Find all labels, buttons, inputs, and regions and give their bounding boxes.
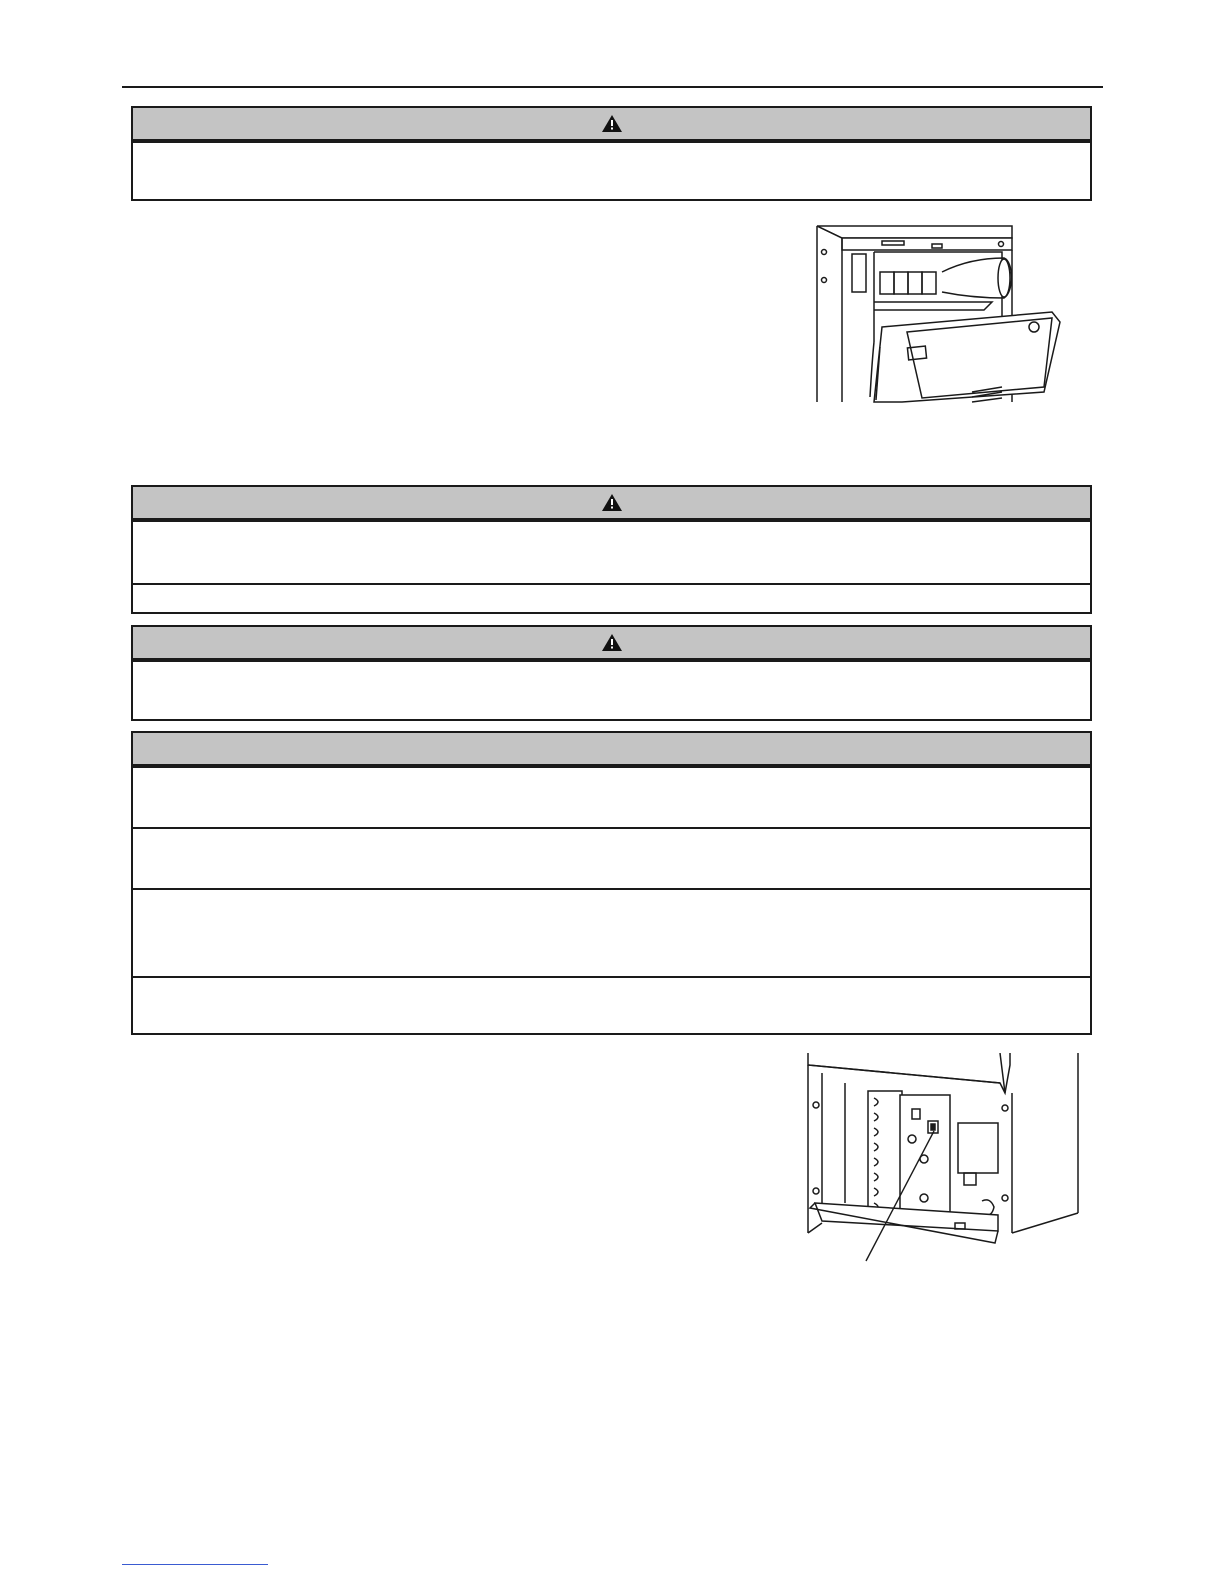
notice-body-row bbox=[133, 888, 1090, 976]
warning-triangle-icon bbox=[602, 494, 622, 511]
warning-box-2 bbox=[131, 485, 1092, 614]
warning-body-row bbox=[133, 520, 1090, 583]
warning-body bbox=[133, 141, 1090, 203]
warning-triangle-icon bbox=[602, 115, 622, 132]
notice-body-row bbox=[133, 976, 1090, 1037]
warning-body bbox=[133, 660, 1090, 723]
warning-box-1 bbox=[131, 106, 1092, 201]
notice-body-row bbox=[133, 827, 1090, 888]
warning-box-3 bbox=[131, 625, 1092, 721]
footer-link-rule[interactable] bbox=[122, 1564, 268, 1565]
notice-body-row bbox=[133, 766, 1090, 827]
warning-box-header bbox=[133, 108, 1090, 141]
warning-box-header bbox=[133, 487, 1090, 520]
warning-body-row bbox=[133, 583, 1090, 618]
header-rule bbox=[122, 86, 1103, 88]
notice-box-header bbox=[133, 733, 1090, 766]
notice-box-4 bbox=[131, 731, 1092, 1035]
warning-triangle-icon bbox=[602, 634, 622, 651]
warning-box-header bbox=[133, 627, 1090, 660]
figure-ice-machine-rear-panel bbox=[800, 1053, 1085, 1263]
figure-ice-machine-open-door bbox=[812, 222, 1064, 403]
